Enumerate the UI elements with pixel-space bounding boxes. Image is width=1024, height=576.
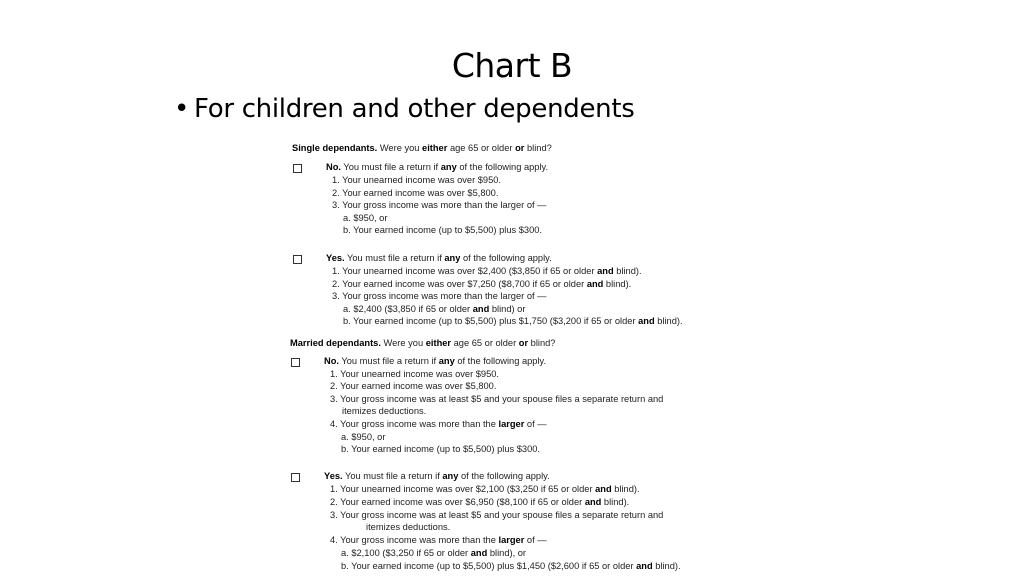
single-yes-subitem: a. $2,400 ($3,850 if 65 or older and blind) or — [343, 304, 526, 314]
married-no-item: 3. Your gross income was at least $5 and your spouse files a separate return and — [330, 394, 664, 404]
married-no-checkbox[interactable] — [291, 358, 300, 367]
married-yes-subitem: a. $2,100 ($3,250 if 65 or older and blind), or — [341, 548, 527, 558]
married-no-subitem: b. Your earned income (up to $5,500) plus $300. — [341, 444, 540, 454]
single-yes-item: 2. Your earned income was over $7,250 ($8,700 if 65 or older and blind). — [332, 279, 632, 289]
married-dependants-heading: Married dependants. Were you either age 65 or older or blind? — [290, 338, 556, 348]
married-yes-intro: Yes. You must file a return if any of the following apply. — [324, 471, 550, 481]
married-yes-item: 2. Your earned income was over $6,950 ($8,100 if 65 or older and blind). — [330, 497, 630, 507]
single-yes-checkbox[interactable] — [293, 255, 302, 264]
single-no-item: 1. Your unearned income was over $950. — [332, 175, 502, 185]
married-yes-item-continued: itemizes deductions. — [366, 522, 451, 532]
married-no-item: 1. Your unearned income was over $950. — [330, 369, 500, 379]
married-no-intro: No. You must file a return if any of the following apply. — [324, 356, 547, 366]
single-yes-item: 1. Your unearned income was over $2,400 ($3,850 if 65 or older and blind). — [332, 266, 642, 276]
married-no-item-continued: itemizes deductions. — [342, 406, 427, 416]
married-no-item: 2. Your earned income was over $5,800. — [330, 381, 497, 391]
bullet-icon: • — [174, 94, 190, 124]
married-yes-item: 4. Your gross income was more than the larger of — — [330, 535, 547, 545]
slide-bullet — [174, 92, 634, 126]
single-yes-subitem: b. Your earned income (up to $5,500) plus $1,750 ($3,200 if 65 or older and blind). — [343, 316, 683, 326]
bullet-text: For children and other dependents — [194, 94, 635, 124]
single-no-subitem: a. $950, or — [343, 213, 388, 223]
single-no-intro: No. You must file a return if any of the following apply. — [326, 162, 549, 172]
married-yes-item: 3. Your gross income was at least $5 and your spouse files a separate return and — [330, 510, 664, 520]
married-no-subitem: a. $950, or — [341, 432, 386, 442]
single-no-subitem: b. Your earned income (up to $5,500) plus $300. — [343, 225, 542, 235]
single-yes-intro: Yes. You must file a return if any of the following apply. — [326, 253, 552, 263]
single-dependants-heading: Single dependants. Were you either age 65 or older or blind? — [292, 143, 552, 153]
single-no-item: 2. Your earned income was over $5,800. — [332, 188, 499, 198]
single-yes-item: 3. Your gross income was more than the larger of — — [332, 291, 547, 301]
married-yes-checkbox[interactable] — [291, 473, 300, 482]
married-yes-item: 1. Your unearned income was over $2,100 ($3,250 if 65 or older and blind). — [330, 484, 640, 494]
single-no-item: 3. Your gross income was more than the larger of — — [332, 200, 547, 210]
single-no-checkbox[interactable] — [293, 164, 302, 173]
slide-title: Chart B — [451, 46, 573, 85]
married-no-item: 4. Your gross income was more than the larger of — — [330, 419, 547, 429]
married-yes-subitem: b. Your earned income (up to $5,500) plus $1,450 ($2,600 if 65 or older and blind). — [341, 561, 681, 571]
